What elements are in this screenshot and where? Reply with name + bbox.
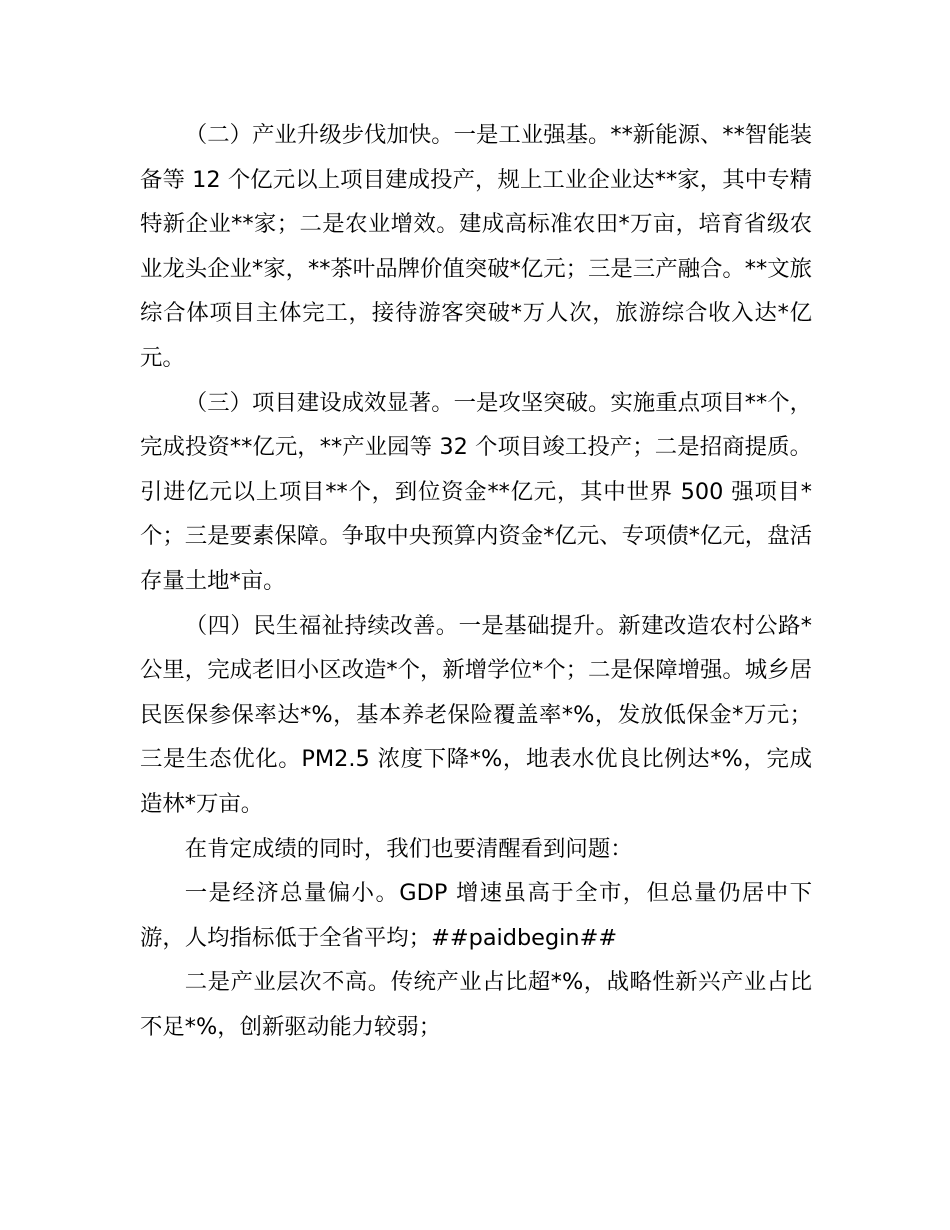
paragraph-problem-industry: 二是产业层次不高。传统产业占比超*%，战略性新兴产业占比不足*%，创新驱动能力较弱； <box>140 969 812 1040</box>
paragraph-problems-intro: 在肯定成绩的同时，我们也要清醒看到问题： <box>184 835 633 862</box>
paragraph-problem-economy: 一是经济总量偏小。GDP 增速虽高于全市，但总量仍居中下游，人均指标低于全省平均；##paidbegin## <box>140 880 812 951</box>
paragraph-project-construction: （三）项目建设成效显著。一是攻坚突破。实施重点项目**个，完成投资**亿元，**产业园等 32 个项目竣工投产；二是招商提质。引进亿元以上项目**个，到位资金**亿元，其中世界 500 强项目*个；三是要素保障。争取中央预算内资金*亿元、专项债*亿元，盘活存量土地*亩。 <box>140 389 812 594</box>
document-body <box>140 113 812 1049</box>
paragraph-livelihood: （四）民生福祉持续改善。一是基础提升。新建改造农村公路*公里，完成老旧小区改造*个，新增学位*个；二是保障增强。城乡居民医保参保率达*%，基本养老保险覆盖率*%，发放低保金*万元；三是生态优化。PM2.5 浓度下降*%，地表水优良比例达*%，完成造林*万亩。 <box>140 612 812 817</box>
paragraph-industry-upgrade: （二）产业升级步伐加快。一是工业强基。**新能源、**智能装备等 12 个亿元以上项目建成投产，规上工业企业达**家，其中专精特新企业**家；二是农业增效。建成高标准农田*万亩，培育省级农业龙头企业*家，**茶叶品牌价值突破*亿元；三是三产融合。**文旅综合体项目主体完工，接待游客突破*万人次，旅游综合收入达*亿元。 <box>140 122 812 371</box>
